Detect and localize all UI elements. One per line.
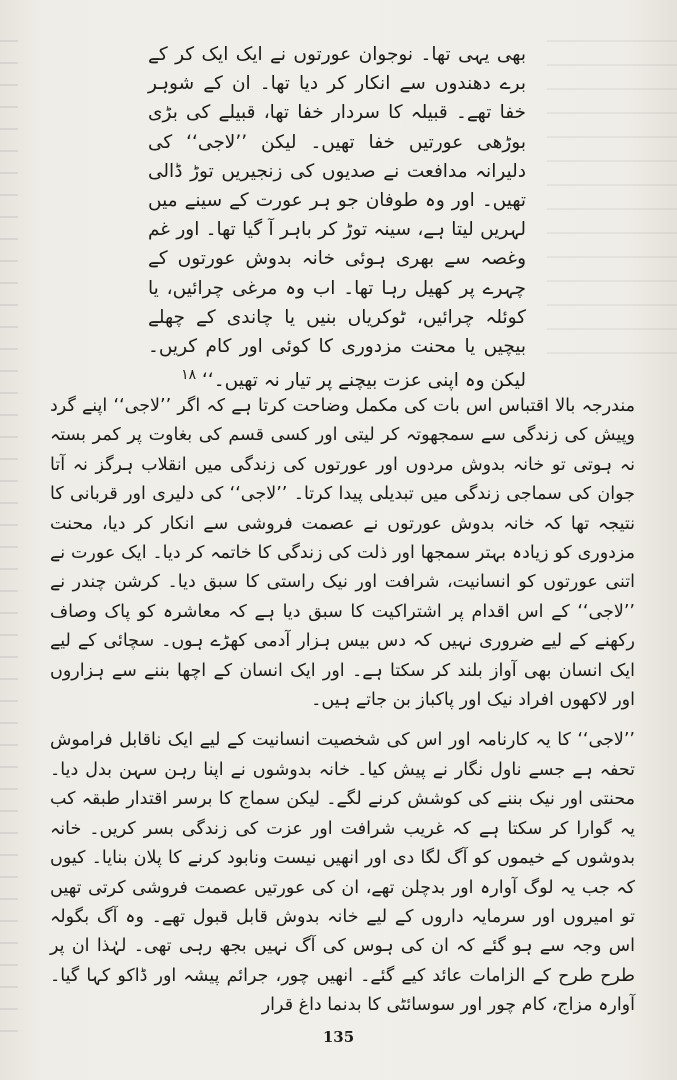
paragraph-2: ’’لاجی‘‘ کا یہ کارنامہ اور اس کی شخصیت انسانیت کے لیے ایک ناقابل فراموش تحفہ ہے جسے ناول نگار نے پیش کیا۔ خانہ بدوشوں نے اپنا رہن سہن بدل دیا۔ محنتی اور نیک بننے کی کوشش کرنے لگے۔ لیکن سماج کا برسر اقتدار طبقہ کب یہ گوارا کر سکتا ہے کہ غریب شرافت اور عزت کی زندگی بسر کریں۔ خانہ بدوشوں کے خیموں کو آگ لگا دی اور انھیں نیست ونابود کرنے کا پلان بنایا۔ کیوں کہ جب یہ لوگ آوارہ اور بدچلن تھے، ان کی عورتیں عصمت فروشی کرتی تھیں تو امیروں اور سرمایہ داروں کے لیے خانہ بدوش قابل قبول تھے۔ وہ آگ بگولہ اس وجہ سے ہو گئے کہ ان کی ہوس کی آگ نہیں بجھ رہی تھی۔ لہٰذا ان پر طرح طرح کے الزامات عائد کیے گئے۔ انھیں چور، جرائم پیشہ اور ڈاکو کہا گیا۔ آوارہ مزاج، کام چور اور سوسائٹی کا بدنما داغ قرار (50, 730, 635, 1016)
quote-text: بھی یہی تھا۔ نوجوان عورتوں نے ایک ایک کر کے برے دھندوں سے انکار کر دیا تھا۔ ان کے شوہر خفا تھے۔ قبیلہ کا سردار خفا تھا، قبیلے کی بڑی بوڑھی عورتیں خفا تھیں۔ لیکن ’’لاجی‘‘ کی دلیرانہ مدافعت نے صدیوں کی زنجیریں توڑ ڈالی تھیں۔ اور وہ طوفان جو ہر عورت کے سینے میں لہریں لیتا ہے، سینہ توڑ کر باہر آ گیا تھا۔ اور غم وغصہ سے بھری ہوئی خانہ بدوش عورتوں کے چہرے پر کھیل رہا تھا۔ اب وہ مرغی چرائیں، یا کوئلہ چرائیں، ٹوکریاں بنیں یا چاندی کے چھلے بیچیں یا محنت مزدوری کا کوئی اور کام کریں۔ لیکن وہ اپنی عزت بیچنے پر تیار نہ تھیں۔‘‘ (148, 44, 526, 392)
show-through-left (0, 40, 18, 1040)
page-number: 135 (322, 1028, 355, 1046)
block-quote (148, 40, 526, 392)
show-through-right (547, 40, 677, 370)
body-text (50, 392, 635, 1021)
paragraph-1: مندرجہ بالا اقتباس اس بات کی مکمل وضاحت کرتا ہے کہ اگر ’’لاجی‘‘ اپنے گرد وپیش کی زندگی سے سمجھوتہ کر لیتی اور کسی قسم کی بغاوت پر کمر بستہ نہ ہوتی تو خانہ بدوش مردوں اور عورتوں کی زندگی میں انقلاب ہرگز نہ آتا جوان کی سماجی زندگی میں تبدیلی پیدا کرتا۔ ’’لاجی‘‘ کی دلیری اور قربانی کا نتیجہ تھا کہ خانہ بدوش عورتوں نے عصمت فروشی سے انکار کر دیا، محنت مزدوری کو زیادہ بہتر سمجھا اور ذلت کی زندگی کا خاتمہ کر دیا۔ ایک عورت نے اتنی عورتوں کو انسانیت، شرافت اور نیک راستی کا سبق دیا۔ کرشن چندر نے ’’لاجی‘‘ کے اس اقدام پر اشتراکیت کا سبق دیا ہے کہ معاشرہ کو پاک وصاف رکھنے کے لیے ضروری نہیں کہ دس بیس ہزار آدمی کھڑے ہوں۔ سچائی کے لیے ایک انسان بھی آواز بلند کر سکتا ہے۔ اور ایک انسان کے اچھا بننے سے ہزاروں اور لاکھوں افراد نیک اور پاکباز بن جاتے ہیں۔ (50, 396, 635, 711)
footnote-reference: ۱۸ (181, 367, 197, 384)
